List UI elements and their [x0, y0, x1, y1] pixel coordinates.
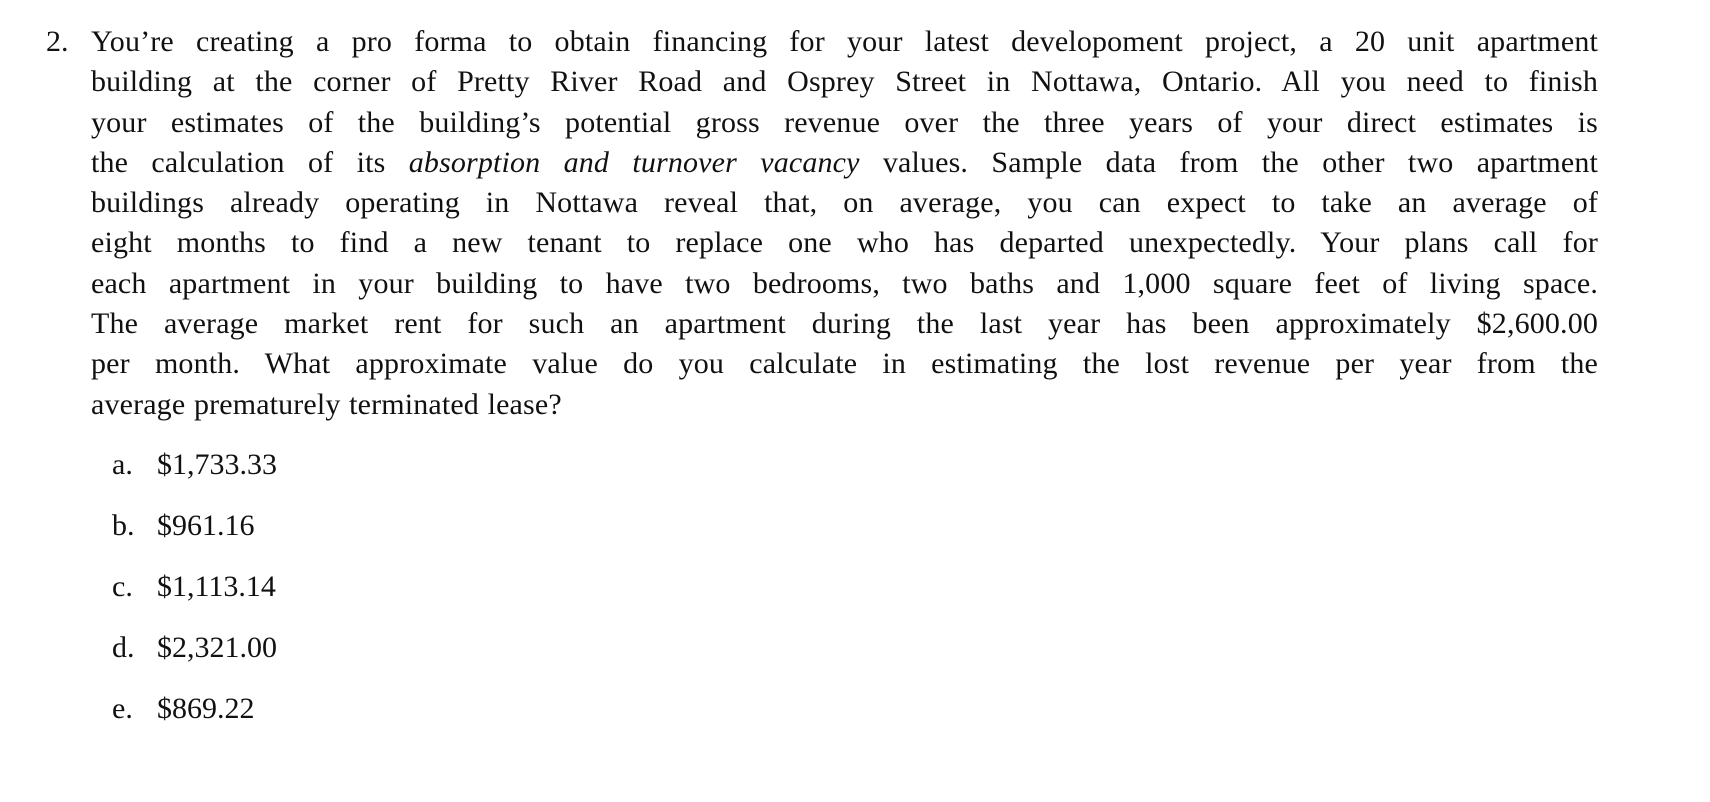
- option-value: $869.22: [157, 692, 255, 725]
- question-line: You’re creating a pro forma to obtain financing for your latest developoment project, a 20 unit apartment: [91, 25, 1598, 58]
- question-text-segment: values. Sample data from the other two apartment: [859, 145, 1598, 179]
- question-number: 2.: [46, 25, 69, 58]
- option-value: $1,733.33: [157, 448, 277, 481]
- question-line: your estimates of the building’s potential gross revenue over the three years of your direct estimates is: [91, 105, 1598, 139]
- option-value: $1,113.14: [157, 570, 276, 603]
- option-letter: c.: [112, 570, 133, 603]
- option-letter: e.: [112, 692, 133, 725]
- option-value: $961.16: [157, 509, 255, 542]
- option-letter: a.: [112, 448, 133, 481]
- question-text-segment: the calculation of its: [91, 145, 409, 179]
- emphasized-term: absorption and turnover vacancy: [408, 145, 860, 179]
- question-line: building at the corner of Pretty River Road and Osprey Street in Nottawa, Ontario. All you need to finish: [91, 65, 1598, 99]
- question-line: average prematurely terminated lease?: [91, 387, 562, 421]
- question-line-with-emphasis: [91, 143, 1598, 183]
- question-line: per month. What approximate value do you calculate in estimating the lost revenue per year from the: [91, 347, 1598, 381]
- option-value: $2,321.00: [157, 631, 277, 664]
- option-letter: b.: [112, 509, 135, 542]
- question-line: eight months to find a new tenant to replace one who has departed unexpectedly. Your plans call for: [91, 226, 1598, 260]
- option-letter: d.: [112, 631, 135, 664]
- question-line: each apartment in your building to have two bedrooms, two baths and 1,000 square feet of living space.: [91, 266, 1598, 300]
- question-line: The average market rent for such an apartment during the last year has been approximately $2,600.00: [91, 307, 1598, 341]
- question-line: buildings already operating in Nottawa reveal that, on average, you can expect to take an average of: [91, 186, 1598, 220]
- question-text: [91, 22, 1598, 425]
